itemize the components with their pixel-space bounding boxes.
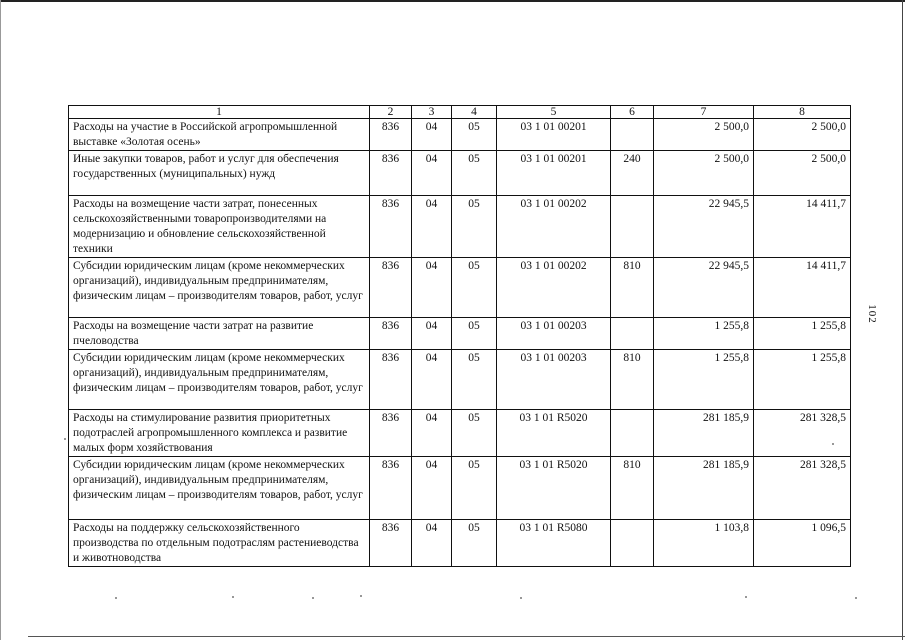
row-name: Расходы на возмещение части затрат на развитие пчеловодства bbox=[69, 318, 370, 350]
cell-section: 04 bbox=[412, 258, 452, 318]
cell-subsection: 05 bbox=[452, 151, 497, 196]
table-row bbox=[69, 119, 851, 151]
budget-table bbox=[68, 105, 851, 567]
cell-amount-1: 1 103,8 bbox=[654, 520, 754, 567]
column-header: 8 bbox=[754, 106, 851, 119]
cell-target-article: 03 1 01 R5020 bbox=[497, 410, 611, 457]
table-row bbox=[69, 196, 851, 258]
scan-left-border bbox=[0, 0, 1, 640]
cell-amount-1: 22 945,5 bbox=[654, 258, 754, 318]
scan-speck bbox=[520, 597, 522, 599]
cell-expense-type: 810 bbox=[611, 258, 654, 318]
cell-ministry-code: 836 bbox=[370, 258, 412, 318]
row-name: Субсидии юридическим лицам (кроме некоммерческих организаций), индивидуальным предпринимателям, физическим лицам – производителям товаров, работ, услуг bbox=[69, 258, 370, 318]
cell-amount-2: 1 096,5 bbox=[754, 520, 851, 567]
cell-section: 04 bbox=[412, 520, 452, 567]
cell-target-article: 03 1 01 00202 bbox=[497, 258, 611, 318]
scan-speck bbox=[360, 595, 362, 597]
cell-expense-type bbox=[611, 318, 654, 350]
cell-expense-type bbox=[611, 196, 654, 258]
cell-subsection: 05 bbox=[452, 258, 497, 318]
cell-expense-type: 810 bbox=[611, 457, 654, 520]
cell-expense-type bbox=[611, 119, 654, 151]
cell-subsection: 05 bbox=[452, 457, 497, 520]
row-name: Расходы на участие в Российской агропромышленной выставке «Золотая осень» bbox=[69, 119, 370, 151]
cell-amount-2: 14 411,7 bbox=[754, 258, 851, 318]
cell-section: 04 bbox=[412, 350, 452, 410]
cell-target-article: 03 1 01 00203 bbox=[497, 318, 611, 350]
column-header: 2 bbox=[370, 106, 412, 119]
cell-expense-type bbox=[611, 520, 654, 567]
cell-section: 04 bbox=[412, 151, 452, 196]
cell-subsection: 05 bbox=[452, 318, 497, 350]
cell-amount-1: 1 255,8 bbox=[654, 318, 754, 350]
cell-ministry-code: 836 bbox=[370, 410, 412, 457]
cell-subsection: 05 bbox=[452, 520, 497, 567]
scan-speck bbox=[115, 597, 117, 599]
scan-bottom-border bbox=[28, 636, 905, 637]
cell-target-article: 03 1 01 00201 bbox=[497, 119, 611, 151]
cell-amount-1: 22 945,5 bbox=[654, 196, 754, 258]
table-row bbox=[69, 258, 851, 318]
row-name: Иные закупки товаров, работ и услуг для обеспечения государственных (муниципальных) нужд bbox=[69, 151, 370, 196]
column-number-row bbox=[69, 106, 851, 119]
cell-expense-type bbox=[611, 410, 654, 457]
column-header: 1 bbox=[69, 106, 370, 119]
cell-expense-type: 240 bbox=[611, 151, 654, 196]
cell-amount-2: 1 255,8 bbox=[754, 350, 851, 410]
cell-amount-2: 281 328,5 bbox=[754, 410, 851, 457]
cell-amount-1: 2 500,0 bbox=[654, 151, 754, 196]
column-header: 7 bbox=[654, 106, 754, 119]
cell-amount-2: 2 500,0 bbox=[754, 151, 851, 196]
scan-speck bbox=[312, 597, 314, 599]
row-name: Расходы на возмещение части затрат, понесенных сельскохозяйственными товаропроизводителями на модернизацию и обновление сельскохозяйственной техники bbox=[69, 196, 370, 258]
cell-ministry-code: 836 bbox=[370, 119, 412, 151]
scan-speck bbox=[745, 596, 747, 598]
table-row bbox=[69, 318, 851, 350]
cell-ministry-code: 836 bbox=[370, 196, 412, 258]
scan-speck bbox=[64, 438, 66, 440]
column-header: 5 bbox=[497, 106, 611, 119]
cell-section: 04 bbox=[412, 318, 452, 350]
cell-target-article: 03 1 01 00201 bbox=[497, 151, 611, 196]
cell-amount-2: 2 500,0 bbox=[754, 119, 851, 151]
cell-section: 04 bbox=[412, 119, 452, 151]
cell-section: 04 bbox=[412, 196, 452, 258]
cell-ministry-code: 836 bbox=[370, 318, 412, 350]
cell-target-article: 03 1 01 R5020 bbox=[497, 457, 611, 520]
row-name: Расходы на поддержку сельскохозяйственного производства по отдельным подотраслям растениеводства и животноводства bbox=[69, 520, 370, 567]
row-name: Субсидии юридическим лицам (кроме некоммерческих организаций), индивидуальным предпринимателям, физическим лицам – производителям товаров, работ, услуг bbox=[69, 350, 370, 410]
cell-subsection: 05 bbox=[452, 410, 497, 457]
cell-amount-1: 281 185,9 bbox=[654, 410, 754, 457]
cell-expense-type: 810 bbox=[611, 350, 654, 410]
scan-top-border bbox=[0, 0, 905, 2]
cell-amount-1: 1 255,8 bbox=[654, 350, 754, 410]
scan-speck bbox=[832, 443, 834, 445]
cell-target-article: 03 1 01 00203 bbox=[497, 350, 611, 410]
scan-speck bbox=[232, 596, 234, 598]
cell-ministry-code: 836 bbox=[370, 520, 412, 567]
table-row bbox=[69, 457, 851, 520]
cell-subsection: 05 bbox=[452, 119, 497, 151]
cell-amount-2: 281 328,5 bbox=[754, 457, 851, 520]
cell-ministry-code: 836 bbox=[370, 457, 412, 520]
cell-section: 04 bbox=[412, 410, 452, 457]
table-row bbox=[69, 350, 851, 410]
row-name: Расходы на стимулирование развития приоритетных подотраслей агропромышленного комплекса и развитие малых форм хозяйствования bbox=[69, 410, 370, 457]
column-header: 4 bbox=[452, 106, 497, 119]
cell-subsection: 05 bbox=[452, 196, 497, 258]
scan-speck bbox=[855, 597, 857, 599]
cell-target-article: 03 1 01 R5080 bbox=[497, 520, 611, 567]
cell-ministry-code: 836 bbox=[370, 151, 412, 196]
cell-subsection: 05 bbox=[452, 350, 497, 410]
row-name: Субсидии юридическим лицам (кроме некоммерческих организаций), индивидуальным предпринимателям, физическим лицам – производителям товаров, работ, услуг bbox=[69, 457, 370, 520]
cell-target-article: 03 1 01 00202 bbox=[497, 196, 611, 258]
column-header: 3 bbox=[412, 106, 452, 119]
cell-amount-2: 14 411,7 bbox=[754, 196, 851, 258]
column-header: 6 bbox=[611, 106, 654, 119]
table-row bbox=[69, 151, 851, 196]
cell-amount-1: 2 500,0 bbox=[654, 119, 754, 151]
table-row bbox=[69, 410, 851, 457]
cell-ministry-code: 836 bbox=[370, 350, 412, 410]
page-number: 102 bbox=[865, 304, 878, 324]
cell-amount-1: 281 185,9 bbox=[654, 457, 754, 520]
scan-right-border bbox=[902, 0, 903, 640]
cell-amount-2: 1 255,8 bbox=[754, 318, 851, 350]
table-row bbox=[69, 520, 851, 567]
cell-section: 04 bbox=[412, 457, 452, 520]
